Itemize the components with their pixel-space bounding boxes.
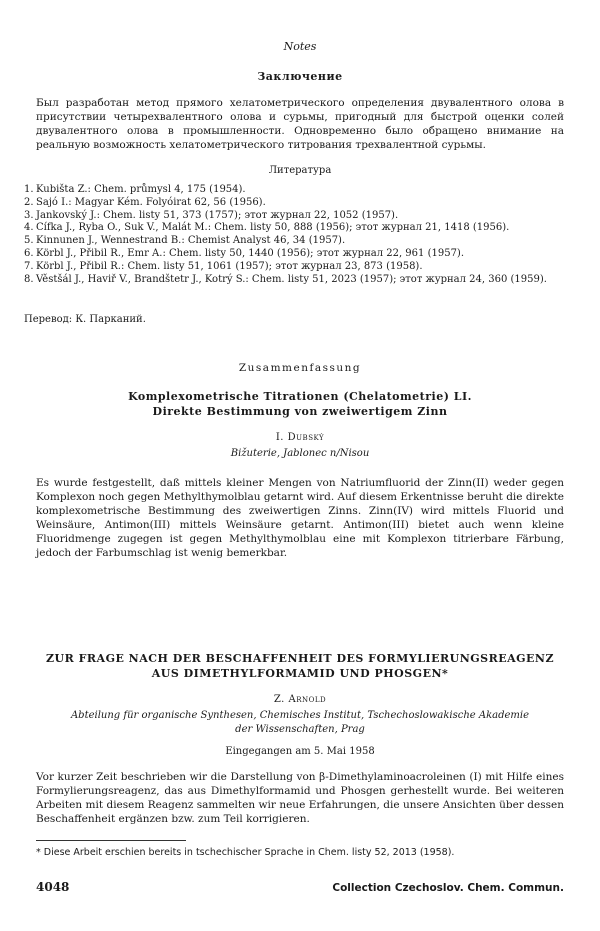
german-summary-title-line1: Komplexometrische Titrationen (Chelatometrie) LI. [128,390,472,403]
russian-summary-heading: Заключение [257,70,343,83]
article-affiliation-line2: der Wissenschaften, Prag [235,724,365,735]
reference-list [24,184,564,286]
german-summary-title-line2: Direkte Bestimmung von zweiwertigem Zinn [152,405,448,418]
article-title-line1: ZUR FRAGE NACH DER BESCHAFFENHEIT DES FORMYLIERUNGSREAGENZ [45,652,555,665]
german-summary-affiliation: Bižuterie, Jablonec n/Nisou [230,448,370,459]
german-summary-heading: Zusammenfassung [238,362,362,374]
references-heading: Литература [268,165,332,176]
reference-item: 4. Cífka J., Ryba O., Suk V., Malát M.: Chem. listy 50, 888 (1956); этот журнал 21, 1418 (1956). [24,222,510,234]
article-affiliation-line1: Abteilung für organische Synthesen, Chemisches Institut, Tschechoslowakische Akademie [70,710,530,721]
footnote-divider [36,840,186,841]
reference-item: 8. Věstšál J., Haviř V., Brandštetr J., Kotrý S.: Chem. listy 51, 2023 (1957); этот журнал 24, 360 (1959). [24,273,547,285]
journal-name: Collection Czechoslov. Chem. Commun. [332,882,564,894]
reference-item: 3. Jankovský J.: Chem. listy 51, 373 (1757); этот журнал 22, 1052 (1957). [24,209,399,221]
translator-credit: Перевод: К. Парканий. [24,314,146,325]
reference-item: 1. Kubišta Z.: Chem. průmysl 4, 175 (1954). [24,184,246,195]
german-summary-paragraph: Es wurde festgestellt, daß mittels kleiner Mengen von Natriumfluorid der Zinn(II) weder gegen Komplexon noch gegen Methylthymolblau getarnt wird. Auf diesem Erkentnisse beruht die direkte komplexometrische Bestimmung des zweiwertigen Zinns. Zinn(IV) wird mittels Fluorid und Weinsäure, Antimon(III) mittels Weinsäure getarnt. Antimon(III) bietet auch wenn kleine Fluoridmenge zugegen ist gegen Methylthymolblau eine mit Komplexon titrierbare Färbung, jedoch der Farbumschlag ist wenig bemerkbar. [36,477,564,559]
reference-item: 7. Körbl J., Přibil R.: Chem. listy 51, 1061 (1957); этот журнал 23, 873 (1958). [24,260,423,272]
article-received-date: Eingegangen am 5. Mai 1958 [225,746,375,757]
german-summary-author: I. Dubský [275,432,325,443]
reference-item: 5. Kinnunen J., Wennestrand B.: Chemist Analyst 46, 34 (1957). [24,235,346,247]
article-title-line2: AUS DIMETHYLFORMAMID UND PHOSGEN* [151,667,449,680]
article-intro-paragraph: Vor kurzer Zeit beschrieben wir die Darstellung von β-Dimethylaminoacroleinen (I) mit Hilfe eines Formylierungsreagenz, das aus Dimethylformamid und Phosgen gerhestellt wurde. Bei weiteren Arbeiten mit diesem Reagenz sammelten wir neue Erfahrungen, die unsere Ansichten über dessen Beschaffenheit ergänzen bzw. zum Teil korrigieren. [36,771,564,825]
reference-item: 6. Körbl J., Přibil R., Emr A.: Chem. listy 50, 1440 (1956); этот журнал 22, 961 (1957). [24,247,465,259]
article-footnote: * Diese Arbeit erschien bereits in tschechischer Sprache in Chem. listy 52, 2013 (1958). [36,847,455,858]
article-author: Z. Arnold [273,694,327,705]
russian-summary-paragraph: Был разработан метод прямого хелатометрического определения двувалентного олова в присутствии четырехвалентного олова и сурьмы, пригодный для быстрой оценки солей двувалентного олова в промышленности. Одновременно было обращено внимание на реальную возможность хелатометрического титрования трехвалентной сурьмы. [36,97,564,151]
running-header: Notes [283,40,317,53]
reference-item: 2. Sajó I.: Magyar Kém. Folyóirat 62, 56 (1956). [24,196,266,208]
page-number: 4048 [36,880,70,894]
